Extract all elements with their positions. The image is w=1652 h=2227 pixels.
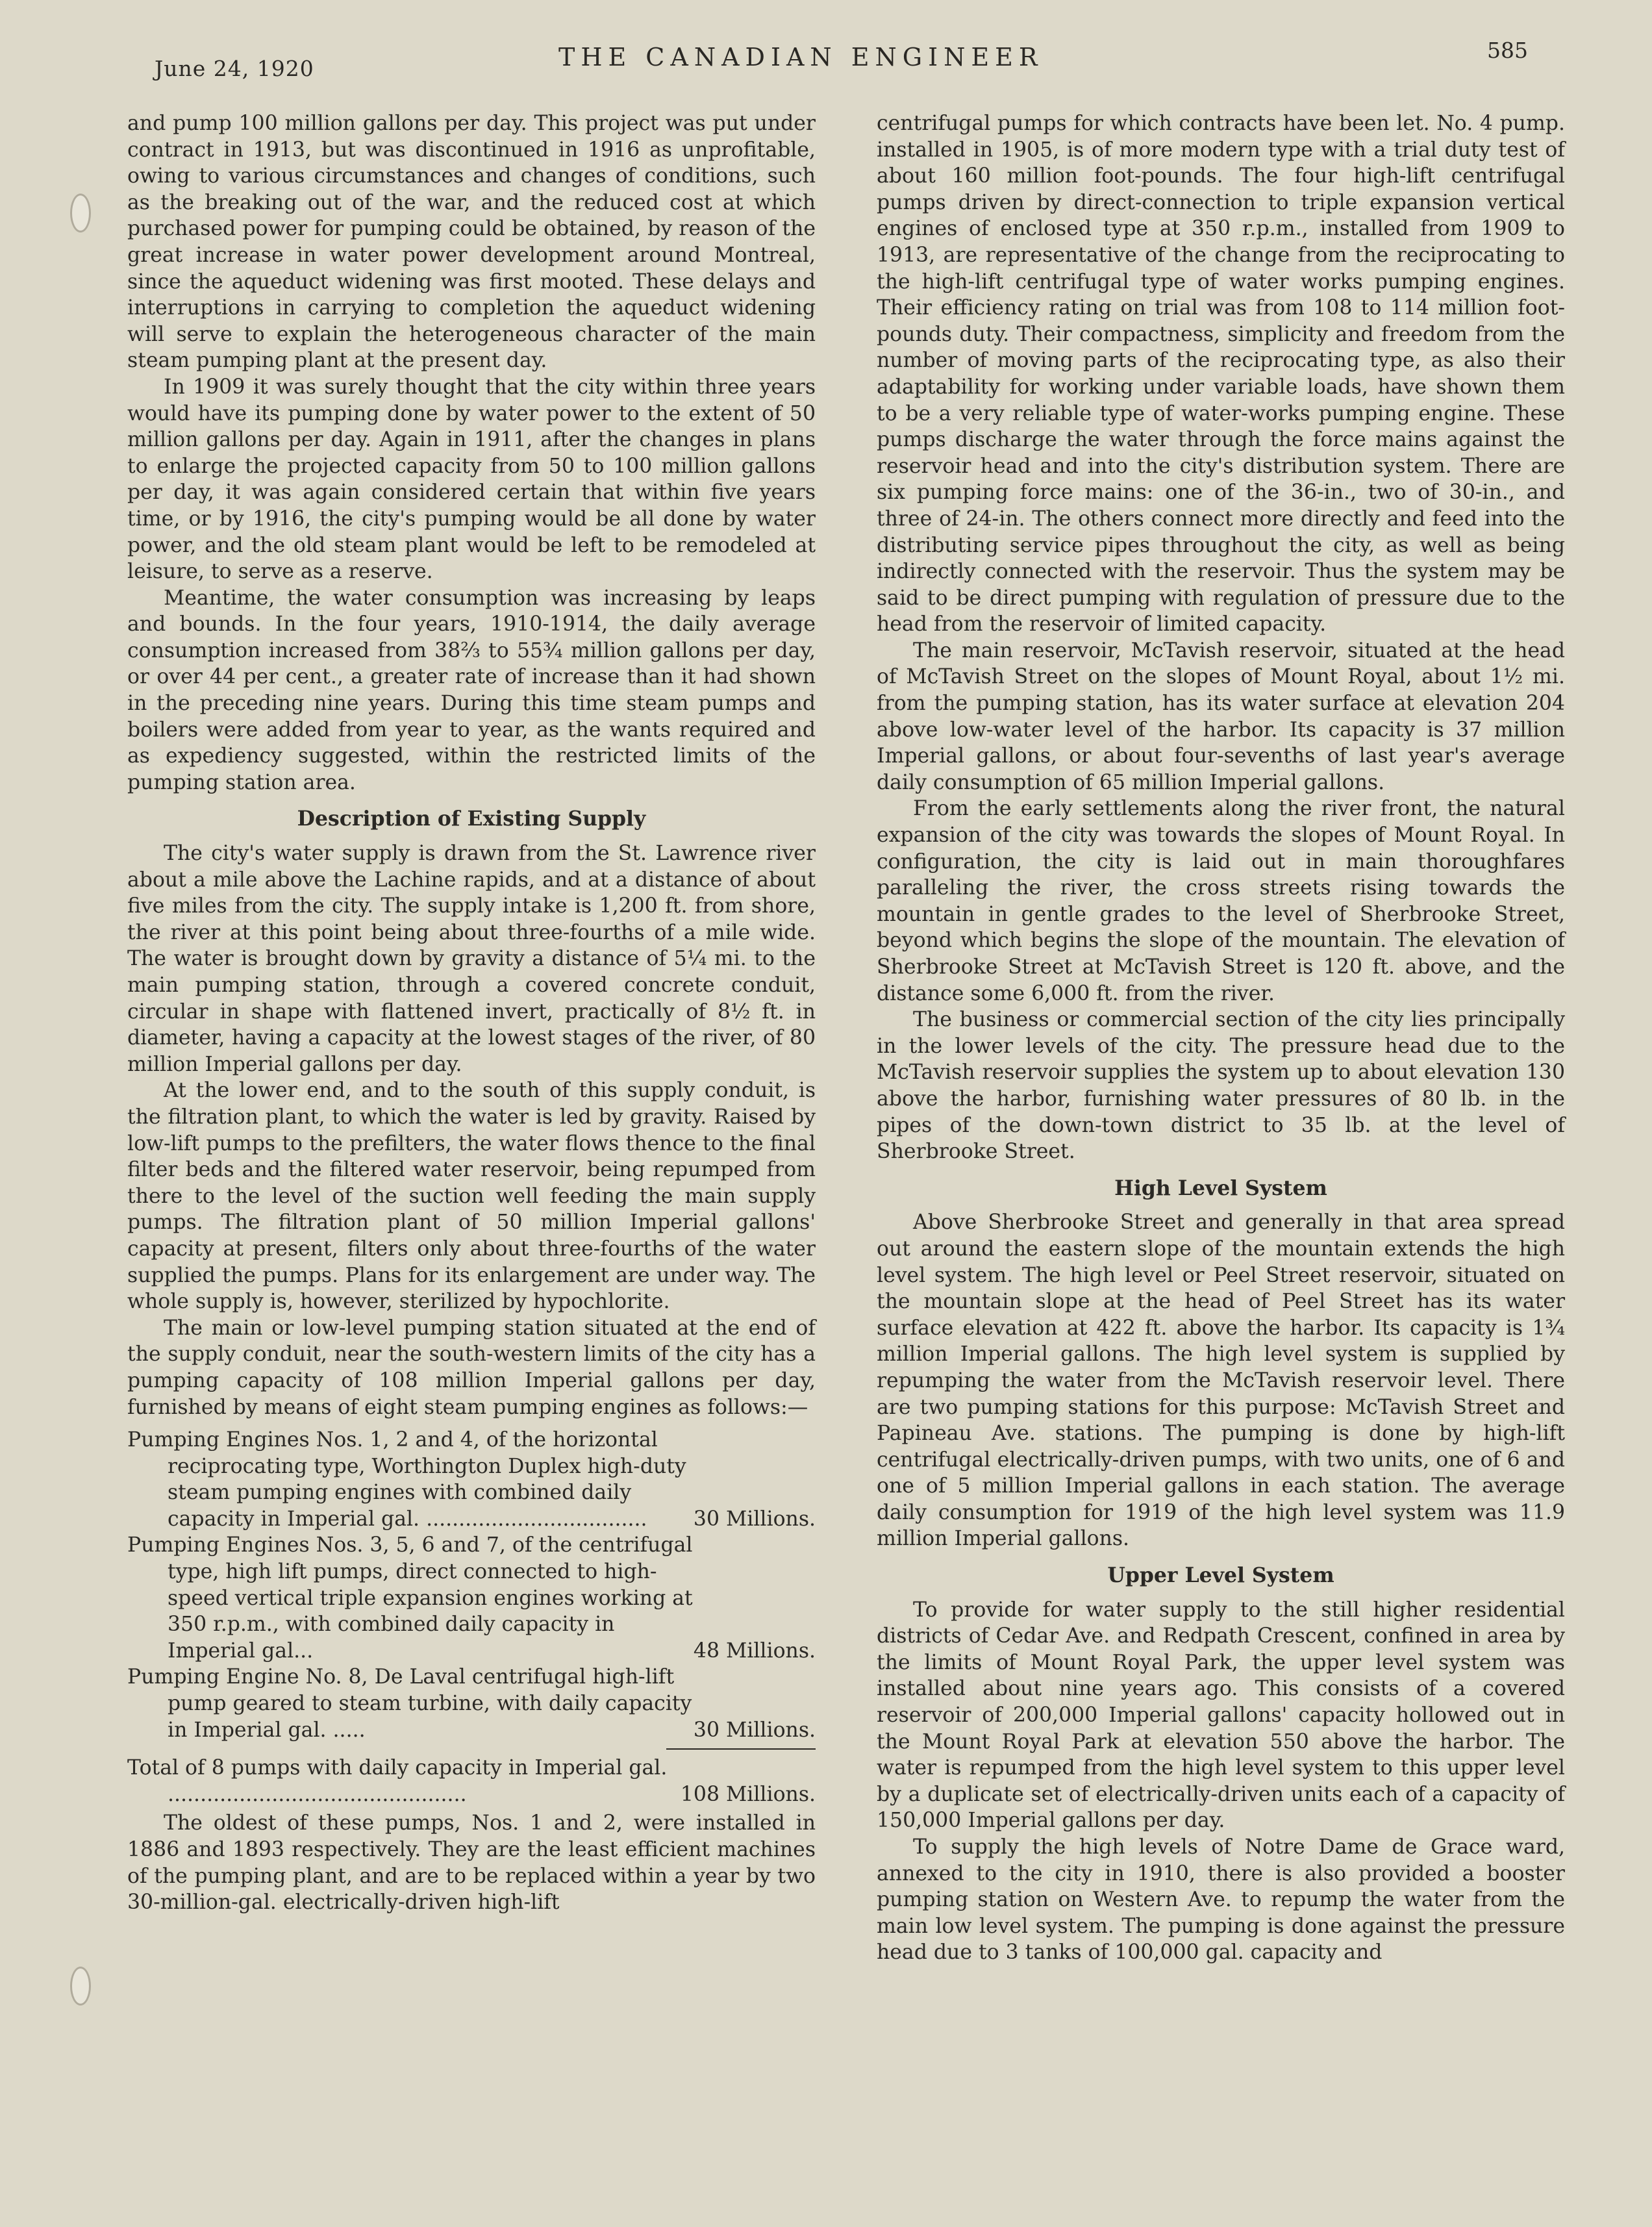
total-description: Total of 8 pumps with daily capacity in Imperial gal. ..............................................	[127, 1756, 668, 1806]
section-heading: High Level System	[1114, 1176, 1327, 1200]
table-total-row	[127, 1755, 816, 1807]
paragraph: The oldest of these pumps, Nos. 1 and 2, were installed in 1886 and 1893 respectively. They are the least efficient machines of the pumping plant, and are to be replaced within a year by two 30-million-gal. electrically-driven high-lift	[127, 1811, 816, 1915]
paragraph: The main reservoir, McTavish reservoir, situated at the head of McTavish Street on the slopes of Mount Royal, about 1½ mi. from the pumping station, has its water surface at elevation 204 above low-water level of the harbor. Its capacity is 37 million Imperial gallons, or about four-sevenths of last year's average daily consumption of 65 million Imperial gallons.	[877, 638, 1565, 794]
right-column	[877, 110, 1565, 1966]
journal-title: THE CANADIAN ENGINEER	[558, 43, 1044, 71]
paragraph: To supply the high levels of Notre Dame de Grace ward, annexed to the city in 1910, there is also provided a booster pumping station on Western Ave. to repump the water from the main low level system. The pumping is done against the pressure head due to 3 tanks of 100,000 gal. capacity and	[877, 1835, 1565, 1965]
total-capacity: 108 Millions.	[680, 1782, 816, 1806]
engine-description: Pumping Engines Nos. 3, 5, 6 and 7, of the centrifugal type, high lift pumps, direct connected to high-speed vertical triple expansion engines working at 350 r.p.m., with combined daily capacity in Imperial gal...	[127, 1533, 693, 1663]
engine-capacity: 48 Millions.	[693, 1639, 816, 1663]
page-number: 585	[1487, 38, 1528, 63]
paragraph: In 1909 it was surely thought that the city within three years would have its pumping done by water power to the extent of 50 million gallons per day. Again in 1911, after the changes in plans to enlarge the projected capacity from 50 to 100 million gallons per day, it was again considered certain that within five years time, or by 1916, the city's pumping would be all done by water power, and the old steam plant would be left to be remodeled at leisure, to serve as a reserve.	[127, 375, 816, 584]
left-column	[127, 110, 816, 1916]
paragraph: Above Sherbrooke Street and generally in that area spread out around the eastern slope of the mountain extends the high level system. The high level or Peel Street reservoir, situated on the mountain slope at the head of Peel Street has its water surface elevation at 422 ft. above the harbor. Its capacity is 1¾ million Imperial gallons. The high level system is supplied by repumping the water from the McTavish reservoir level. There are two pumping stations for this purpose: McTavish Street and Papineau Ave. stations. The pumping is done by high-lift centrifugal electrically-driven pumps, with two units, one of 6 and one of 5 million Imperial gallons in each station. The average daily consumption for 1919 of the high level system was 11.9 million Imperial gallons.	[877, 1211, 1565, 1551]
paragraph: Meantime, the water consumption was increasing by leaps and bounds. In the four years, 1910-1914, the daily average consumption increased from 38⅔ to 55¾ million gallons per day, or over 44 per cent., a greater rate of increase than it had shown in the preceding nine years. During this time steam pumps and boilers were added from year to year, as the wants required and as expediency suggested, within the restricted limits of the pumping station area.	[127, 586, 816, 794]
paragraph: and pump 100 million gallons per day. This project was put under contract in 1913, but was discontinued in 1916 as unprofitable, owing to various circumstances and changes of conditions, such as the breaking out of the war, and the reduced cost at which purchased power for pumping could be obtained, by reason of the great increase in water power development around Montreal, since the aqueduct widening was first mooted. These delays and interruptions in carrying to completion the aqueduct widening will serve to explain the heterogeneous character of the main steam pumping plant at the present day.	[127, 112, 816, 373]
binding-hole	[70, 194, 91, 233]
table-row	[127, 1532, 816, 1664]
paragraph: At the lower end, and to the south of this supply conduit, is the filtration plant, to which the water is led by gravity. Raised by low-lift pumps to the prefilters, the water flows thence to the final filter beds and the filtered water reservoir, being repumped from there to the level of the suction well feeding the main supply pumps. The filtration plant of 50 million Imperial gallons' capacity at present, filters only about three-fourths of the water supplied the pumps. Plans for its enlargement are under way. The whole supply is, however, sterilized by hypochlorite.	[127, 1079, 816, 1314]
paragraph: From the early settlements along the river front, the natural expansion of the city was towards the slopes of Mount Royal. In configuration, the city is laid out in main thoroughfares paralleling the river, the cross streets rising towards the mountain in gentle grades to the level of Sherbrooke Street, beyond which begins the slope of the mountain. The elevation of Sherbrooke Street at McTavish Street is 120 ft. above, and the distance some 6,000 ft. from the river.	[877, 797, 1565, 1005]
pump-engine-table	[127, 1427, 816, 1807]
table-row	[127, 1664, 816, 1743]
section-heading: Description of Existing Supply	[297, 807, 646, 831]
engine-capacity: 30 Millions.	[693, 1507, 816, 1531]
section-heading: Upper Level System	[1107, 1563, 1334, 1588]
header-date: June 24, 1920	[155, 56, 314, 81]
paragraph: centrifugal pumps for which contracts have been let. No. 4 pump. installed in 1905, is of more modern type with a trial duty test of about 160 million foot-pounds. The four high-lift centrifugal pumps driven by direct-connection to triple expansion vertical engines of enclosed type at 350 r.p.m., installed from 1909 to 1913, are representative of the change from the reciprocating to the high-lift centrifugal type of water works pumping engines. Their efficiency rating on trial was from 108 to 114 million foot-pounds duty. Their compactness, simplicity and freedom from the number of moving parts of the reciprocating type, as also their adaptability for working under variable loads, have shown them to be a very reliable type of water-works pumping engine. These pumps discharge the water through the force mains against the reservoir head and into the city's distribution system. There are six pumping force mains: one of the 36-in., two of 30-in., and three of 24-in. The others connect more directly and feed into the distributing service pipes throughout the city, as well as being indirectly connected with the reservoir. Thus the system may be said to be direct pumping with regulation of pressure due to the head from the reservoir of limited capacity.	[877, 112, 1565, 636]
paragraph: The business or commercial section of the city lies principally in the lower levels of the city. The pressure head due to the McTavish reservoir supplies the system up to about elevation 130 above the harbor, furnishing water pressures of 80 lb. in the pipes of the down-town district to 35 lb. at the level of Sherbrooke Street.	[877, 1008, 1565, 1164]
engine-description: Pumping Engines Nos. 1, 2 and 4, of the horizontal reciprocating type, Worthington Duplex high-duty steam pumping engines with combined daily capacity in Imperial gal. ..................................	[127, 1428, 686, 1531]
paragraph: The city's water supply is drawn from the St. Lawrence river about a mile above the Lachine rapids, and at a distance of about five miles from the city. The supply intake is 1,200 ft. from shore, the river at this point being about three-fourths of a mile wide. The water is brought down by gravity a distance of 5¼ mi. to the main pumping station, through a covered concrete conduit, circular in shape with flattened invert, practically of 8½ ft. in diameter, having a capacity at the lowest stages of the river, of 80 million Imperial gallons per day.	[127, 842, 816, 1076]
paragraph: To provide for water supply to the still higher residential districts of Cedar Ave. and Redpath Crescent, confined in area by the limits of Mount Royal Park, the upper level system was installed about nine years ago. This consists of a covered reservoir of 200,000 Imperial gallons' capacity hollowed out in the Mount Royal Park at elevation 550 above the harbor. The water is repumped from the high level system to this upper level by a duplicate set of electrically-driven units each of a capacity of 150,000 Imperial gallons per day.	[877, 1598, 1565, 1833]
engine-description: Pumping Engine No. 8, De Laval centrifugal high-lift pump geared to steam turbine, with daily capacity in Imperial gal. .....	[127, 1665, 692, 1742]
table-row	[127, 1427, 816, 1532]
binding-hole	[70, 1967, 91, 2006]
engine-capacity: 30 Millions.	[693, 1718, 816, 1742]
total-rule	[666, 1748, 816, 1750]
paragraph: The main or low-level pumping station situated at the end of the supply conduit, near the south-western limits of the city has a pumping capacity of 108 million Imperial gallons per day, furnished by means of eight steam pumping engines as follows:—	[127, 1316, 816, 1419]
